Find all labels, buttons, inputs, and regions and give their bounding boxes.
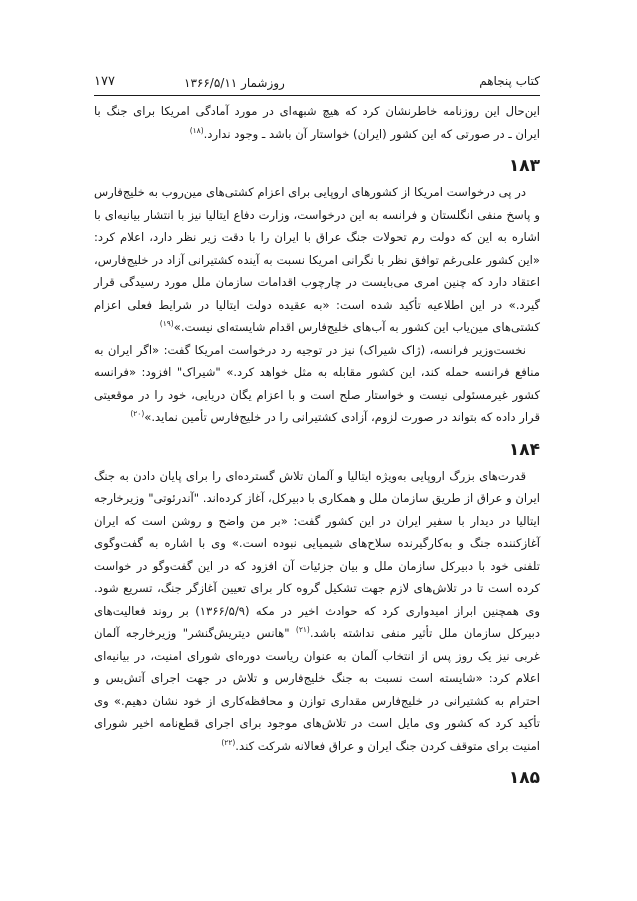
footnote-marker: (۲۰)	[130, 409, 145, 419]
book-title: کتاب پنجاهم	[479, 74, 540, 88]
page-header	[94, 74, 540, 96]
section-number: ۱۸۳	[508, 156, 540, 176]
intro-text: این‌حال این روزنامه خاطرنشان کرد که هیچ شبهه‌ای در مورد آمادگی امریکا برای جنگ با ایران ـ در صورتی که این کشور (ایران) خواستار آن باشد ـ وجود ندارد.	[94, 104, 540, 141]
footnote-marker: (۱۸)	[189, 125, 204, 135]
intro-paragraph	[94, 100, 540, 145]
section-number: ۱۸۵	[508, 768, 540, 788]
paragraph	[94, 465, 540, 758]
header-date: روزشمار ۱۳۶۶/۵/۱۱	[184, 76, 285, 90]
section-number: ۱۸۴	[508, 439, 540, 460]
paragraph	[94, 181, 540, 339]
page-body	[94, 100, 540, 793]
footnote-marker: (۲۱)	[295, 625, 310, 635]
footnote-marker: (۱۹)	[159, 319, 174, 329]
paragraph-text: نخست‌وزیر فرانسه، (ژاک شیراک) نیز در توجیه رد درخواست امریکا گفت: «اگر ایران به منافع فرانسه حمله کند، این کشور مقابله به مثل خواهد کرد.» "شیراک" افزود: «فرانسه کشور غیرمسئولی نیست و خواستار صلح است و با اعزام یگان دریایی، خود را در موقعیتی قرار داده که بتواند در صورت لزوم، آزادی کشتیرانی را در خلیج‌فارس تأمین نماید.»	[94, 342, 540, 424]
paragraph	[94, 339, 540, 429]
paragraph-text: در پی درخواست امریکا از کشورهای اروپایی برای اعزام کشتی‌های مین‌روب به خلیج‌فارس و پاسخ منفی انگلستان و فرانسه به این درخواست، وزارت دفاع ایتالیا نیز با انتشار بیانیه‌ای با اشاره به این که دولت رم تحولات جنگ عراق با ایران را با دقت زیر نظر دارد، اعلام کرد: «این کشور علی‌رغم توافق نظر با نگرانی امریکا نسبت به آینده کشتیرانی آزاد در خلیج‌فارس، اعتقاد دارد که چنین امری می‌بایست در چارچوب اقدامات سازمان ملل مورد رسیدگی قرار گیرد.» در این اطلاعیه تأکید شده است: «به عقیده دولت ایتالیا در شرایط فعلی اعزام کشتی‌های مین‌یاب این کشور به آب‌های خلیج‌فارس اقدام شایسته‌ای نیست.»	[94, 185, 540, 334]
page-number: ۱۷۷	[94, 74, 115, 89]
header-rule	[94, 95, 540, 96]
paragraph-text: قدرت‌های بزرگ اروپایی به‌ویژه ایتالیا و آلمان تلاش گسترده‌ای را برای پایان دادن به جنگ ایران و عراق از طریق سازمان ملل و همکاری با دبیرکل، آغاز کرده‌اند. "آندرئوتی" وزیرخارجه ایتالیا در دیدار با سفیر ایران در این کشور گفت: «بر من واضح و روشن است که ایران آغازکننده جنگ و به‌کارگیرنده سلاح‌های شیمیایی نبوده است.» وی با اشاره به گفت‌وگوی تلفنی خود با دبیرکل سازمان ملل و بیان جزئیات آن افزود که در این گفت‌وگو در خواست کرده است تا در تلاش‌های لازم جهت تشکیل گروه کار برای تعیین آغازگر جنگ، تسریع شود. وی همچنین ابراز امیدواری کرد که حوادث اخیر در مکه (۱۳۶۶/۵/۹) بر روند فعالیت‌های دبیرکل سازمان ملل تأثیر منفی نداشته باشد.	[94, 468, 541, 640]
footnote-marker: (۲۲)	[221, 737, 236, 747]
paragraph-text-continued: "هانس دیتریش‌گنشر" وزیرخارجه آلمان غربی نیز یک روز پس از انتخاب آلمان به عنوان ریاست دوره‌ای شورای امنیت، در بیانیه‌ای اعلام کرد: «شایسته است نسبت به جنگ خلیج‌فارس و تلاش در جهت اجرای آتش‌بس و احترام به کشتیرانی در خلیج‌فارس مقداری توازن و محافظه‌کاری از خود نشان دهیم.» وی تأکید کرد که کشور وی مایل است در تلاش‌های موجود برای اجرای قطع‌نامه اخیر شورای امنیت برای متوقف کردن جنگ ایران و عراق فعالانه شرکت کند.	[94, 626, 540, 753]
